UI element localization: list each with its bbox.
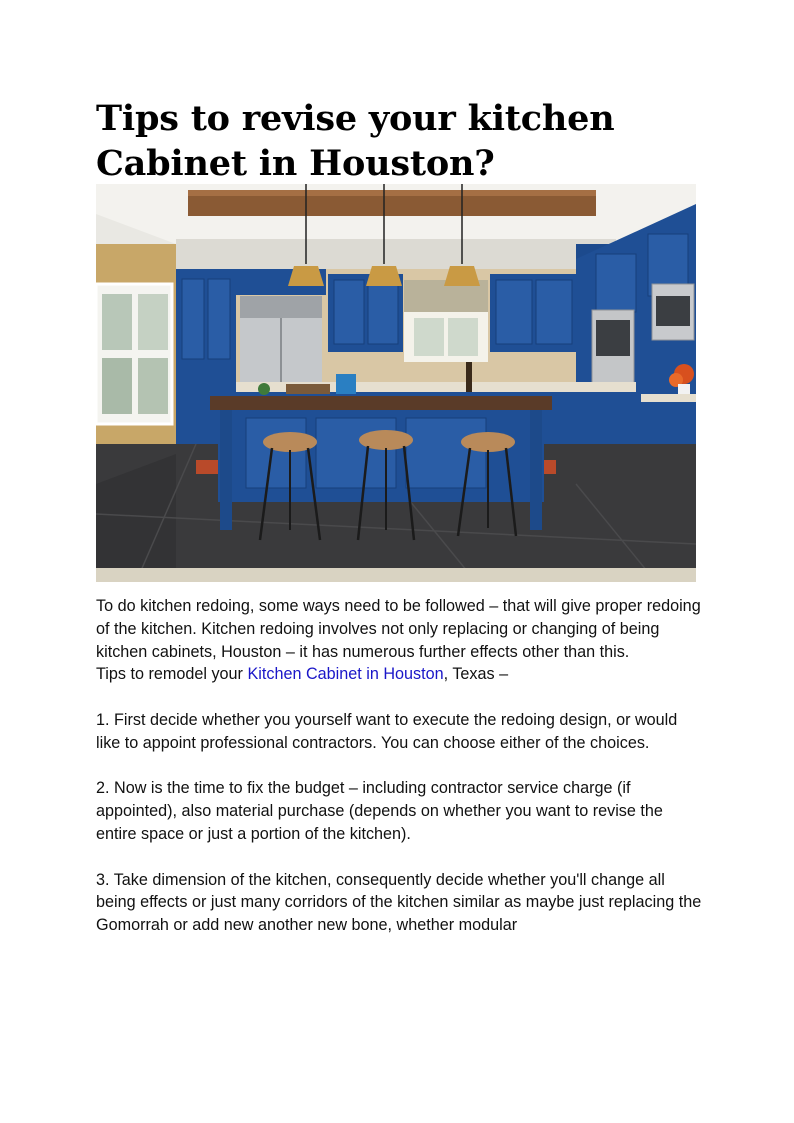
- tip-item: 1. First decide whether you yourself want to execute the redoing design, or would like to appoint professional contractors. You can choose either of the choices.: [96, 710, 678, 752]
- tips-intro-line: [96, 663, 706, 686]
- kitchen-island: [210, 396, 552, 410]
- pendant-lamp: [366, 266, 402, 286]
- tip-item: 3. Take dimension of the kitchen, consequently decide whether you'll change all being effects or just many corridors of the kitchen similar as maybe just replacing the Gomorrah or add new another new bone, whether modular: [96, 870, 702, 935]
- tips-suffix: , Texas –: [443, 665, 509, 684]
- kitchen-cabinet-houston-link[interactable]: Kitchen Cabinet in Houston: [247, 665, 444, 684]
- tip-item: 2. Now is the time to fix the budget – including contractor service charge (if appointed), also material purchase (depends on whether you want to revise the entire space or just a portion of the kitchen).: [96, 779, 663, 843]
- pendant-lamp: [288, 266, 324, 286]
- article-body: [96, 595, 706, 937]
- tips-prefix: Tips to remodel your: [96, 665, 248, 684]
- pendant-lamp: [444, 266, 480, 286]
- kitchen-photo: [96, 184, 696, 582]
- article-title: Tips to revise your kitchen Cabinet in Houston?: [96, 98, 615, 184]
- intro-paragraph: To do kitchen redoing, some ways need to be followed – that will give proper redoing of the kitchen. Kitchen redoing involves not only replacing or changing of being kitchen cabinets, Houston – it has numerous further effects other than this.: [96, 597, 701, 661]
